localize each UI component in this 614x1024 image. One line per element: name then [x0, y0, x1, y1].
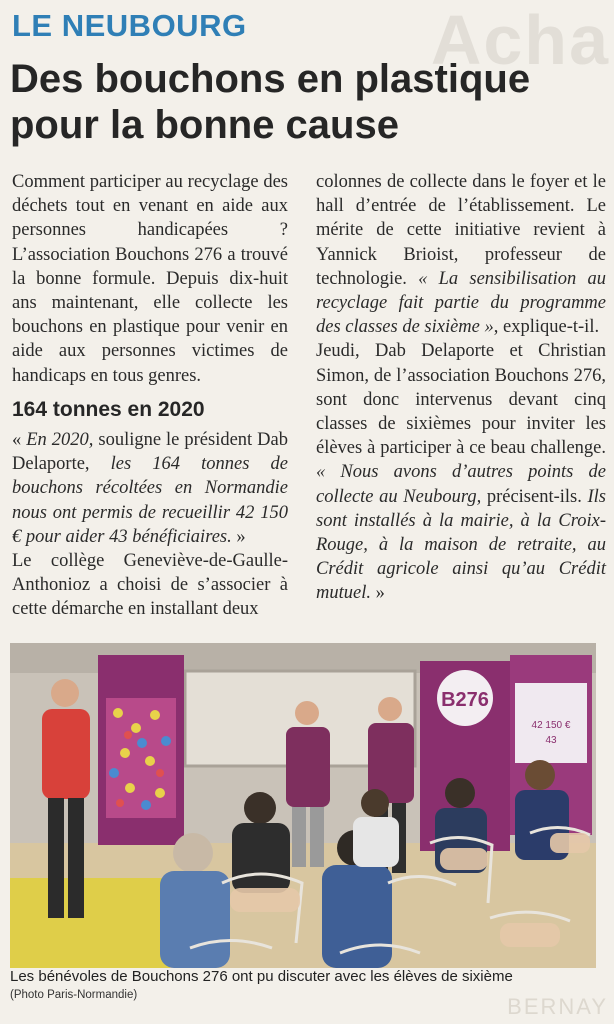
adjacent-page-bleed: Acha — [430, 1, 610, 79]
quote-fragment-1: En 2020, — [26, 430, 94, 451]
photo-credit: (Photo Paris-Normandie) — [10, 989, 138, 1001]
volunteers-quote-close: » — [370, 583, 385, 604]
teacher-attribution: , explique-t-il. — [493, 317, 600, 338]
volunteers-quote-2: Ils sont installés à la mairie, à la Croix-Rouge, à la maison de retraite, au Crédit agricole ainsi qu’au Crédit mutuel. — [316, 486, 606, 604]
article-photo — [10, 643, 596, 968]
classroom-photo-illustration — [10, 643, 596, 968]
visit-text: Jeudi, Dab Delaporte et Christian Simon, de l’association Bouchons 276, sont donc intervenus devant cinq classes de sixièmes pour inviter les élèves à participer à ce beau challenge. — [316, 341, 606, 459]
banner-amount-text: 42 150 € — [531, 720, 571, 731]
visit-paragraph — [316, 339, 606, 605]
quote-fragment-2: les 164 tonnes de bouchons récoltées en Normandie nous ont permis de recueillir 42 150 € pour aider 43 bénéficiaires. — [12, 454, 288, 547]
article-column-left — [12, 170, 288, 622]
intro-paragraph: Comment participer au recyclage des déchets tout en venant en aide aux personnes handicapées ? L’association Bouchons 276 a trouvé la bonne formule. Depuis dix-huit ans maintenant, elle collecte les bouchons en plastique pour venir en aide aux personnes victimes de handicaps en tous genres. — [12, 172, 288, 386]
section-kicker: LE NEUBOURG — [12, 8, 247, 43]
banner-count-text: 43 — [545, 735, 557, 746]
banner-logo-text: B276 — [441, 689, 489, 711]
subheading: 164 tonnes en 2020 — [12, 397, 205, 421]
article-column-right — [316, 170, 606, 606]
quote-close-mark: » — [231, 526, 246, 547]
attribution-fragment: souligne le président Dab Delaporte, — [12, 430, 288, 475]
teacher-quote: « La sensibilisation au recyclage fait partie du programme des classes de sixième » — [316, 268, 606, 338]
collection-text: colonnes de collecte dans le foyer et le hall d’entrée de l’établissement. Le mérite de cette initiative revient à Yannick Brioist, professeur de technologie. — [316, 172, 606, 289]
quote-open-mark: « — [12, 430, 27, 451]
college-paragraph: Le collège Geneviève-de-Gaulle-Anthonioz a choisi de s’associer à cette démarche en installant deux — [12, 551, 288, 620]
photo-caption: Les bénévoles de Bouchons 276 ont pu discuter avec les élèves de sixième — [10, 968, 513, 985]
adjacent-page-bleed-bottom: BERNAY — [507, 994, 608, 1019]
collection-paragraph — [316, 170, 606, 339]
quote-paragraph — [12, 428, 288, 549]
volunteers-quote-1: « Nous avons d’autres points de collecte au Neubourg, — [316, 462, 606, 507]
article-headline: Des bouchons en plastique pour la bonne cause — [10, 57, 531, 147]
volunteers-attribution: précisent-ils. — [481, 486, 588, 507]
